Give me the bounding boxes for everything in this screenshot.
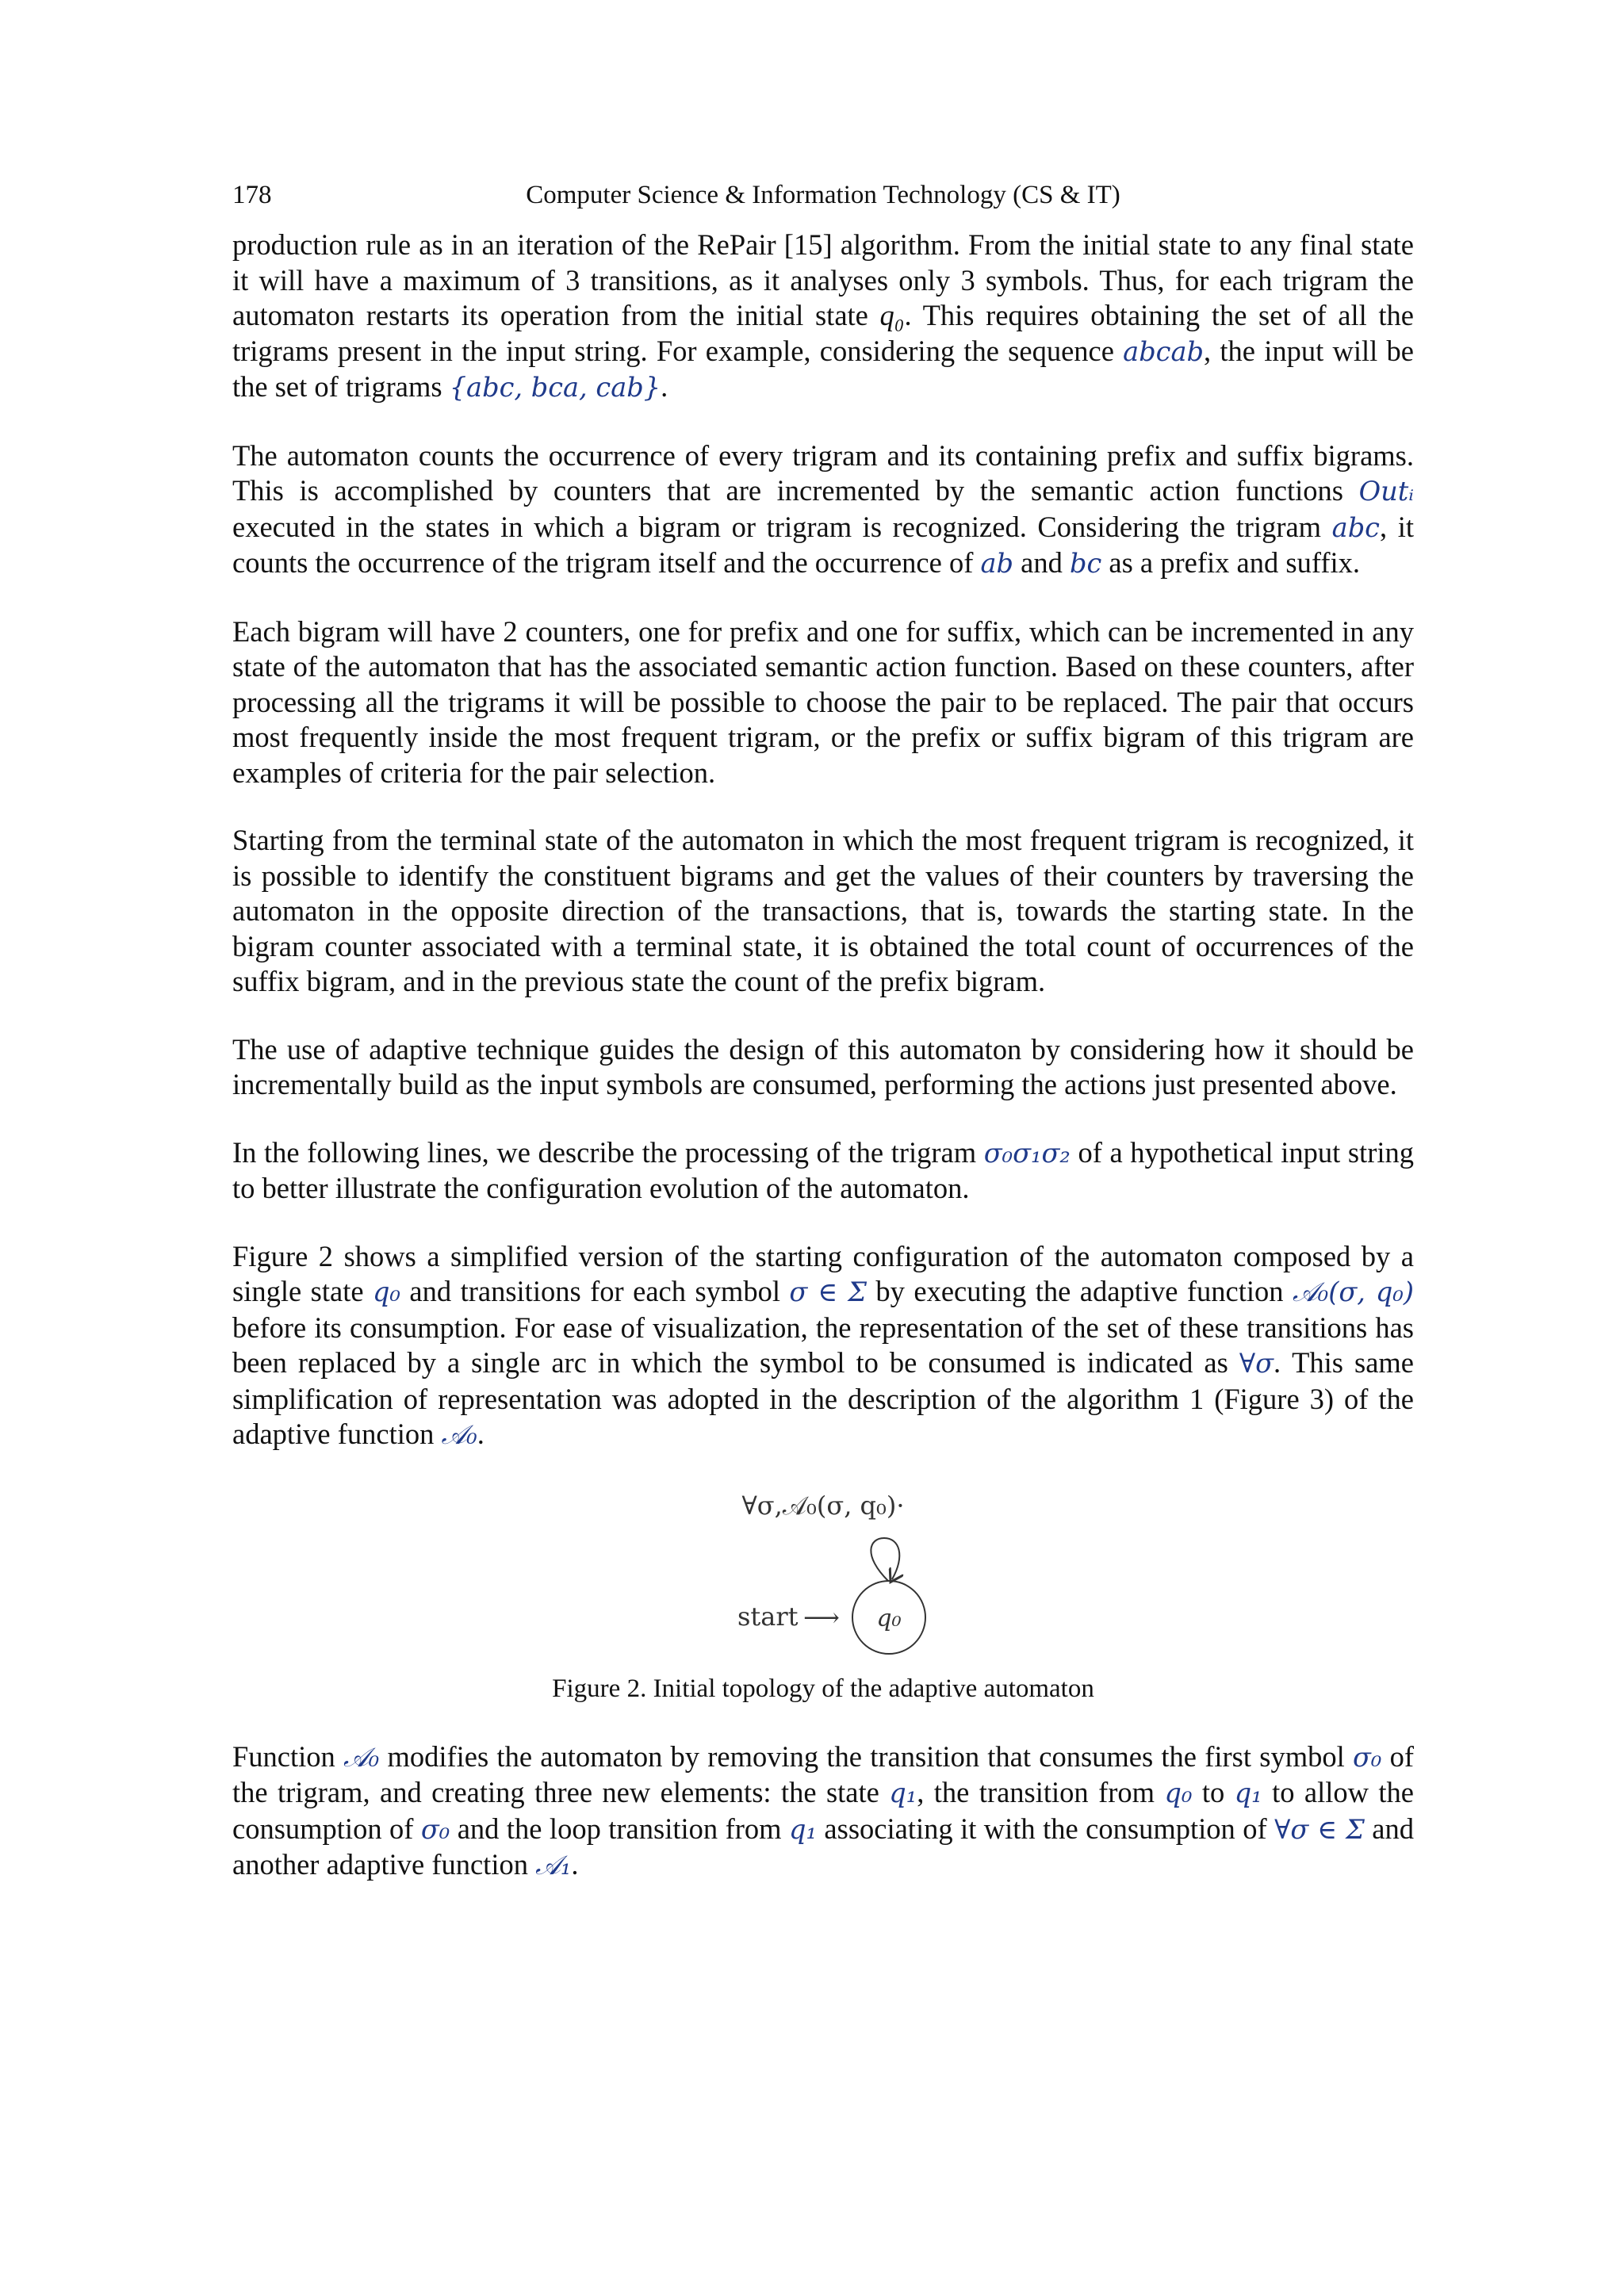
math-sigma-in-alphabet: ∀σ ∈ Σ — [1274, 1813, 1365, 1845]
paragraph-3: Each bigram will have 2 counters, one for prefix and one for suffix, which can be incremented in any state of the automaton that has the associated semantic action function. Based on these counters, after processing all the trigrams it will be possible to choose the pair to be replaced. The pair that occurs most frequently inside the most frequent trigram, or the prefix or suffix bigram of this trigram are examples of criteria for the pair selection. — [232, 614, 1414, 789]
start-label: start — [737, 1601, 799, 1632]
math-a0: 𝒜₀ — [441, 1419, 477, 1450]
paragraph-7: Figure 2 shows a simplified version of the starting configuration of the automaton composed by a single state q₀ and transitions for each symbol σ ∈ Σ by executing the adaptive function 𝒜₀(σ, q₀) before its consumption. For ease of visualization, the representation of the set of these transitions has been replaced by a single arc in which the symbol to be consumed is indicated as ∀σ. This same simplification of representation was adopted in the description of the algorithm 1 (Figure 3) of the adaptive function 𝒜₀. — [232, 1239, 1414, 1450]
math-ab: ab — [980, 548, 1014, 579]
math-bc: bc — [1069, 548, 1102, 579]
paragraph-5: The use of adaptive technique guides the design of this automaton by considering how it should be incrementally build as the input symbols are consumed, performing the actions just presented above. — [232, 1032, 1414, 1100]
math-q0: q₀ — [879, 299, 905, 331]
math-sigma0: σ₀ — [1352, 1741, 1382, 1773]
math-q1: q₁ — [789, 1813, 817, 1845]
paragraph-6: In the following lines, we describe the processing of the trigram σ₀σ₁σ₂ of a hypothetical input string to better illustrate the configuration evolution of the automaton. — [232, 1135, 1414, 1204]
math-abcab: abcab — [1123, 335, 1205, 367]
math-a0: 𝒜₀ — [343, 1741, 380, 1773]
loop-label: ∀σ,𝒜₀(σ, q₀)· — [741, 1490, 905, 1521]
paragraph-4: Starting from the terminal state of the automaton in which the most frequent trigram is recognized, it is possible to identify the constituent bigrams and get the values of their counters by traversing the automaton in the opposite direction of the transactions, that is, towards the starting state. In the bigram counter associated with a terminal state, it is obtained the total count of occurrences of the suffix bigram, and in the previous state the count of the prefix bigram. — [232, 824, 1414, 997]
paragraph-8: Function 𝒜₀ modifies the automaton by removing the transition that consumes the first symbol σ₀ of the trigram, and creating three new elements: the state q₁, the transition from q₀ to q₁ to allow the consumption of σ₀ and the loop transition from q₁ associating it with the consumption of ∀σ ∈ Σ and another adaptive function 𝒜₁. — [232, 1739, 1414, 1881]
math-q0: q₀ — [373, 1276, 400, 1307]
math-q0: q₀ — [1164, 1777, 1193, 1808]
figure-caption: Figure 2. Initial topology of the adaptive automaton — [552, 1674, 1094, 1703]
automaton-diagram — [657, 1486, 990, 1668]
math-abc: abc — [1331, 511, 1380, 543]
math-sigma0: σ₀ — [420, 1813, 450, 1845]
math-q1: q₁ — [1234, 1777, 1262, 1808]
journal-title: Computer Science & Information Technology (CS & IT) — [526, 181, 1120, 209]
start-arrow: ⟶ — [803, 1601, 840, 1632]
math-forall-sigma: ∀σ — [1239, 1348, 1274, 1379]
math-a0-function: 𝒜₀(σ, q₀) — [1293, 1276, 1414, 1307]
math-trigram-set: {abc, bca, cab} — [449, 372, 661, 403]
math-sigma-in-alphabet: σ ∈ Σ — [789, 1276, 867, 1307]
figure-2 — [232, 1486, 1414, 1705]
paragraph-1: production rule as in an iteration of the RePair [15] algorithm. From the initial state to any final state it will have a maximum of 3 transitions, as it analyses only 3 symbols. Thus, for each trigram the automaton restarts its operation from the initial state q₀. This requires obtaining the set of all the trigrams present in the input string. For example, considering the sequence abcab, the input will be the set of trigrams {abc, bca, cab}. — [232, 228, 1414, 403]
state-q0-label: q₀ — [876, 1604, 902, 1632]
page-number: 178 — [232, 181, 272, 209]
body-text — [232, 228, 1414, 1916]
self-loop-arrow — [871, 1538, 899, 1581]
math-a1: 𝒜₁ — [535, 1850, 572, 1881]
math-q1: q₁ — [889, 1777, 917, 1808]
math-out-i: Outᵢ — [1358, 476, 1414, 507]
math-trigram-sigma: σ₀σ₁σ₂ — [983, 1137, 1071, 1169]
paragraph-2: The automaton counts the occurrence of every trigram and its containing prefix and suffix bigrams. This is accomplished by counters that are incremented by the semantic action functions Outᵢ executed in the states in which a bigram or trigram is recognized. Considering the trigram abc, it counts the occurrence of the trigram itself and the occurrence of ab and bc as a prefix and suffix. — [232, 438, 1414, 579]
